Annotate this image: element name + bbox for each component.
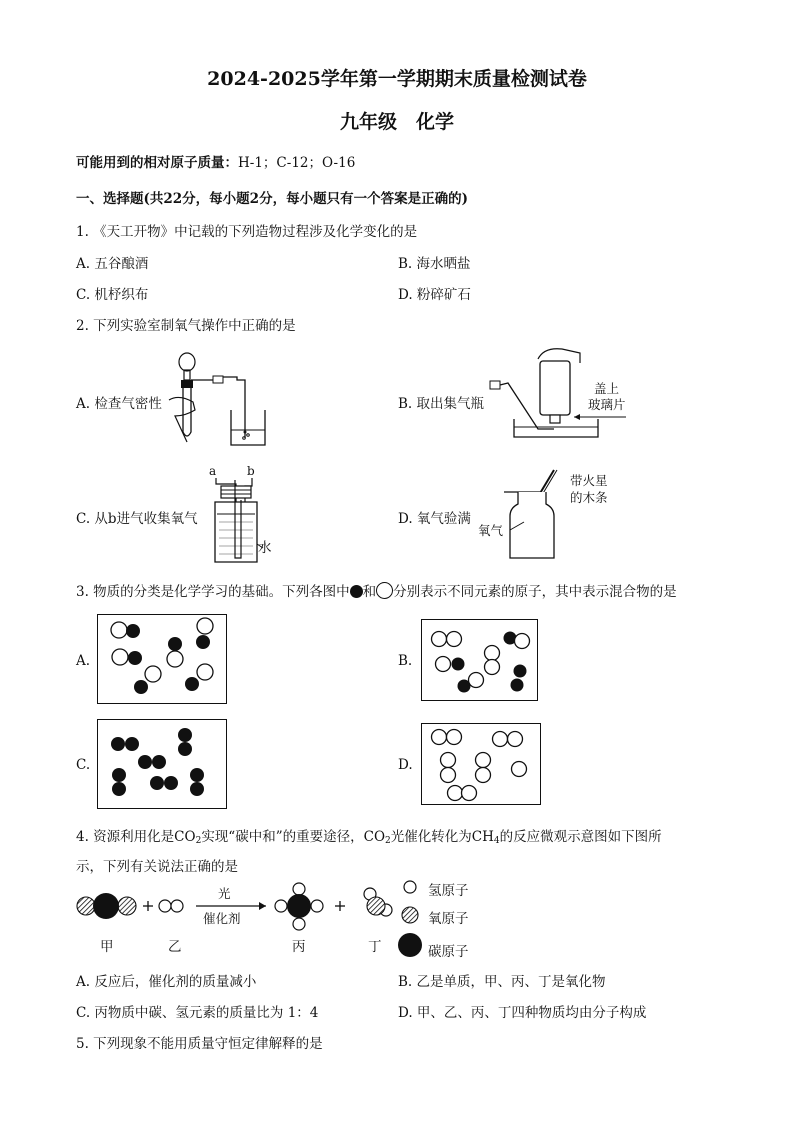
- q3-option-a[interactable]: A.: [76, 653, 91, 669]
- q4-stem-part-b: 实现“碳中和”的重要途径，CO: [201, 829, 386, 845]
- water-label: 水: [258, 540, 272, 556]
- q4-stem-part-c: 光催化转化为CH: [390, 829, 494, 845]
- q3-stem-post: 分别表示不同元素的原子，其中表示混合物的是: [393, 584, 677, 600]
- q3-option-d[interactable]: D.: [398, 757, 413, 773]
- q4-option-b[interactable]: B. 乙是单质，甲、丙、丁是氧化物: [398, 974, 606, 990]
- airtightness-apparatus: [165, 350, 270, 450]
- legend-oxygen: 氧原子: [428, 911, 469, 927]
- q1-stem: 1. 《天工开物》中记载的下列造物过程涉及化学变化的是: [76, 224, 418, 240]
- q3-stem-and: 和: [362, 584, 377, 600]
- legend-hydrogen: 氢原子: [428, 883, 469, 899]
- atomic-masses: [76, 151, 355, 171]
- q3-option-b[interactable]: B.: [398, 653, 413, 669]
- atomic-masses-values: H-1；C-12；O-16: [238, 155, 356, 171]
- condition-light: 光: [218, 886, 231, 901]
- q4-stem-part-d: 的反应微观示意图如下图所: [499, 829, 662, 845]
- spark-label-2: 的木条: [570, 490, 608, 505]
- q4-option-d[interactable]: D. 甲、乙、丙、丁四种物质均由分子构成: [398, 1005, 647, 1021]
- atomic-masses-label: 可能用到的相对原子质量：: [76, 155, 238, 171]
- q4-stem-line2: 示，下列有关说法正确的是: [76, 859, 238, 875]
- oxygen-label: 氧气: [478, 523, 504, 538]
- white-atom-icon: [376, 582, 393, 599]
- q4-stem-line1: [76, 825, 662, 846]
- q1-option-d[interactable]: D. 粉碎矿石: [398, 287, 471, 303]
- port-a-label: a: [209, 464, 217, 478]
- q3-particles-c: [97, 719, 227, 809]
- reaction-diagram: [76, 880, 406, 940]
- subscript-2: 2: [385, 836, 391, 846]
- exam-title: 2024-2025学年第一学期期末质量检测试卷: [207, 68, 587, 90]
- q1-option-c[interactable]: C. 机杼织布: [76, 287, 149, 303]
- q2-stem: 2. 下列实验室制氧气操作中正确的是: [76, 318, 296, 334]
- q3-particles-b: [421, 619, 539, 701]
- label-jia: 甲: [100, 939, 114, 955]
- q1-option-b[interactable]: B. 海水晒盐: [398, 256, 471, 272]
- condition-catalyst: 催化剂: [203, 911, 241, 926]
- q3-particles-a: [97, 614, 227, 704]
- q3-option-c[interactable]: C.: [76, 757, 91, 773]
- black-atom-icon: [350, 585, 363, 598]
- q4-option-a[interactable]: A. 反应后，催化剂的质量减小: [76, 974, 257, 990]
- q2-option-a[interactable]: A. 检查气密性: [76, 396, 162, 412]
- spark-label-1: 带火星: [570, 473, 608, 488]
- q2-option-d[interactable]: D. 氧气验满: [398, 511, 471, 527]
- q5-stem: 5. 下列现象不能用质量守恒定律解释的是: [76, 1036, 323, 1052]
- q1-option-a[interactable]: A. 五谷酿酒: [76, 256, 149, 272]
- label-yi: 乙: [168, 939, 182, 955]
- label-bing: 丙: [292, 939, 306, 955]
- q2-option-b[interactable]: B. 取出集气瓶: [398, 396, 485, 412]
- cover-label-1: 盖上: [594, 381, 620, 396]
- legend-carbon: 碳原子: [428, 944, 469, 960]
- q3-stem: [76, 580, 677, 600]
- atom-legend: [398, 878, 428, 958]
- subscript-2: 2: [195, 836, 202, 846]
- section-heading: 一、选择题(共22分，每小题2分，每小题只有一个答案是正确的): [76, 191, 468, 207]
- gas-washing-bottle: [205, 478, 265, 566]
- port-b-label: b: [247, 464, 255, 478]
- oxygen-label-line: [510, 518, 530, 532]
- q3-particles-d: [421, 723, 541, 805]
- subscript-4: 4: [493, 836, 500, 846]
- cover-label-2: 玻璃片: [588, 397, 626, 412]
- q2-option-c[interactable]: C. 从b进气收集氧气: [76, 511, 198, 527]
- oxygen-test-apparatus: [500, 468, 560, 563]
- q4-option-c[interactable]: C. 丙物质中碳、氢元素的质量比为 1：4: [76, 1005, 319, 1021]
- exam-subtitle: 九年级 化学: [339, 111, 454, 133]
- q3-stem-pre: 3. 物质的分类是化学学习的基础。下列各图中: [76, 584, 350, 600]
- q4-stem-part-a: 4. 资源利用化是CO: [76, 829, 196, 845]
- label-ding: 丁: [368, 939, 382, 955]
